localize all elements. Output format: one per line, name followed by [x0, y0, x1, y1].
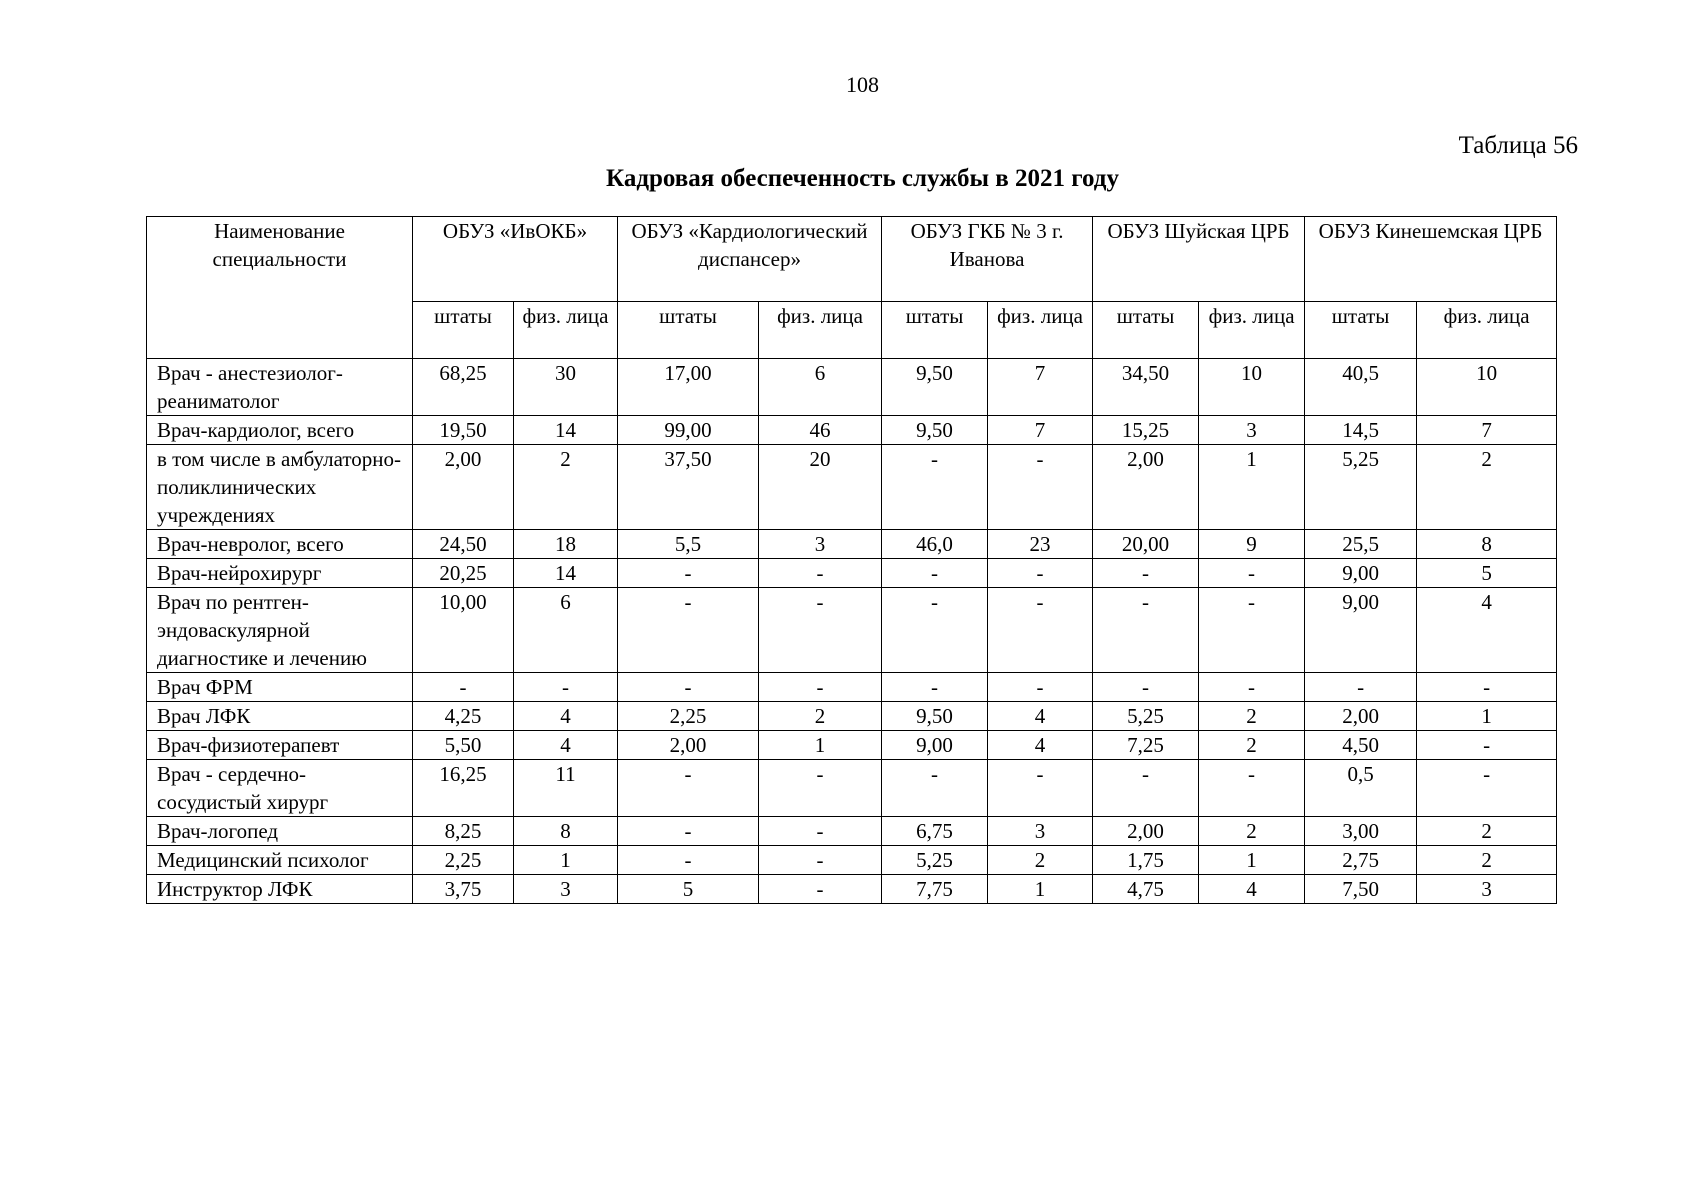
- value-cell: 3: [759, 530, 882, 559]
- value-cell: 2: [514, 445, 618, 530]
- value-cell: 7,25: [1093, 731, 1199, 760]
- header-sub: физ. лица: [514, 302, 618, 359]
- value-cell: -: [759, 673, 882, 702]
- value-cell: 17,00: [618, 359, 759, 416]
- value-cell: 4: [514, 731, 618, 760]
- specialty-cell: Врач ЛФК: [147, 702, 413, 731]
- value-cell: 40,5: [1305, 359, 1417, 416]
- value-cell: -: [1417, 760, 1557, 817]
- header-sub: штаты: [413, 302, 514, 359]
- header-group: ОБУЗ ГКБ № 3 г. Иванова: [882, 217, 1093, 302]
- value-cell: 3: [1199, 416, 1305, 445]
- table-row: [147, 760, 1557, 817]
- value-cell: 2: [1417, 817, 1557, 846]
- value-cell: -: [988, 673, 1093, 702]
- value-cell: 3,00: [1305, 817, 1417, 846]
- table-row: [147, 673, 1557, 702]
- value-cell: 1: [514, 846, 618, 875]
- table-row: [147, 702, 1557, 731]
- header-group: ОБУЗ Шуйская ЦРБ: [1093, 217, 1305, 302]
- header-group: ОБУЗ Кинешемская ЦРБ: [1305, 217, 1557, 302]
- header-sub: штаты: [618, 302, 759, 359]
- value-cell: 2,00: [413, 445, 514, 530]
- header-sub: физ. лица: [759, 302, 882, 359]
- value-cell: 30: [514, 359, 618, 416]
- value-cell: 3: [1417, 875, 1557, 904]
- specialty-cell: Врач - сердечно-сосудистый хирург: [147, 760, 413, 817]
- value-cell: -: [1093, 760, 1199, 817]
- table-label: Таблица 56: [1458, 132, 1578, 159]
- value-cell: -: [618, 846, 759, 875]
- specialty-cell: Врач ФРМ: [147, 673, 413, 702]
- value-cell: 16,25: [413, 760, 514, 817]
- value-cell: 5,25: [882, 846, 988, 875]
- value-cell: -: [1417, 731, 1557, 760]
- value-cell: -: [759, 588, 882, 673]
- value-cell: 68,25: [413, 359, 514, 416]
- value-cell: 99,00: [618, 416, 759, 445]
- value-cell: 8: [514, 817, 618, 846]
- value-cell: 8: [1417, 530, 1557, 559]
- value-cell: 2,00: [1305, 702, 1417, 731]
- value-cell: -: [759, 875, 882, 904]
- value-cell: 7,50: [1305, 875, 1417, 904]
- specialty-cell: Врач-кардиолог, всего: [147, 416, 413, 445]
- value-cell: -: [988, 588, 1093, 673]
- value-cell: 6: [514, 588, 618, 673]
- value-cell: 9,50: [882, 416, 988, 445]
- specialty-cell: Врач-логопед: [147, 817, 413, 846]
- value-cell: 5,25: [1093, 702, 1199, 731]
- value-cell: -: [882, 559, 988, 588]
- value-cell: 10: [1417, 359, 1557, 416]
- value-cell: 3: [988, 817, 1093, 846]
- value-cell: 3: [514, 875, 618, 904]
- value-cell: 9,50: [882, 702, 988, 731]
- value-cell: -: [759, 817, 882, 846]
- table-row: [147, 559, 1557, 588]
- value-cell: 2,25: [413, 846, 514, 875]
- value-cell: 1: [759, 731, 882, 760]
- value-cell: 5: [1417, 559, 1557, 588]
- value-cell: 2,00: [1093, 445, 1199, 530]
- value-cell: 2: [1417, 445, 1557, 530]
- header-group: ОБУЗ «ИвОКБ»: [413, 217, 618, 302]
- value-cell: 4,50: [1305, 731, 1417, 760]
- value-cell: -: [882, 445, 988, 530]
- header-sub: штаты: [1305, 302, 1417, 359]
- value-cell: 24,50: [413, 530, 514, 559]
- value-cell: 7: [1417, 416, 1557, 445]
- value-cell: 46: [759, 416, 882, 445]
- value-cell: -: [618, 760, 759, 817]
- value-cell: 14: [514, 559, 618, 588]
- value-cell: 1: [1417, 702, 1557, 731]
- value-cell: 4,25: [413, 702, 514, 731]
- table-row: [147, 875, 1557, 904]
- specialty-cell: Врач-невролог, всего: [147, 530, 413, 559]
- staffing-table: [146, 216, 1557, 904]
- header-sub: штаты: [1093, 302, 1199, 359]
- value-cell: 9,00: [882, 731, 988, 760]
- value-cell: 10: [1199, 359, 1305, 416]
- value-cell: 10,00: [413, 588, 514, 673]
- value-cell: 4,75: [1093, 875, 1199, 904]
- value-cell: 20,25: [413, 559, 514, 588]
- value-cell: -: [1093, 673, 1199, 702]
- specialty-cell: Врач по рентген-эндоваскулярной диагностике и лечению: [147, 588, 413, 673]
- value-cell: 5,5: [618, 530, 759, 559]
- table-row: [147, 359, 1557, 416]
- value-cell: 2: [1199, 817, 1305, 846]
- table-row: [147, 588, 1557, 673]
- value-cell: -: [1199, 673, 1305, 702]
- value-cell: -: [1417, 673, 1557, 702]
- value-cell: -: [618, 559, 759, 588]
- value-cell: 20,00: [1093, 530, 1199, 559]
- value-cell: 9,00: [1305, 559, 1417, 588]
- value-cell: 2,25: [618, 702, 759, 731]
- value-cell: -: [1305, 673, 1417, 702]
- value-cell: -: [1093, 559, 1199, 588]
- value-cell: -: [618, 817, 759, 846]
- value-cell: 2: [1417, 846, 1557, 875]
- value-cell: 9,00: [1305, 588, 1417, 673]
- value-cell: 4: [1417, 588, 1557, 673]
- value-cell: 1: [1199, 445, 1305, 530]
- specialty-cell: Врач-физиотерапевт: [147, 731, 413, 760]
- value-cell: -: [618, 673, 759, 702]
- value-cell: -: [1199, 588, 1305, 673]
- value-cell: 1: [988, 875, 1093, 904]
- value-cell: 9,50: [882, 359, 988, 416]
- value-cell: -: [1199, 559, 1305, 588]
- value-cell: 2: [759, 702, 882, 731]
- value-cell: 15,25: [1093, 416, 1199, 445]
- value-cell: 5,25: [1305, 445, 1417, 530]
- value-cell: 34,50: [1093, 359, 1199, 416]
- value-cell: 7,75: [882, 875, 988, 904]
- value-cell: 19,50: [413, 416, 514, 445]
- specialty-cell: Врач-нейрохирург: [147, 559, 413, 588]
- value-cell: -: [882, 760, 988, 817]
- specialty-cell: в том числе в амбулаторно-поликлинических учреждениях: [147, 445, 413, 530]
- value-cell: 7: [988, 359, 1093, 416]
- header-group: ОБУЗ «Кардиологический диспансер»: [618, 217, 882, 302]
- specialty-cell: Медицинский психолог: [147, 846, 413, 875]
- table-row: [147, 817, 1557, 846]
- value-cell: -: [882, 588, 988, 673]
- value-cell: 6,75: [882, 817, 988, 846]
- specialty-cell: Врач - анестезиолог-реаниматолог: [147, 359, 413, 416]
- value-cell: -: [514, 673, 618, 702]
- value-cell: 1,75: [1093, 846, 1199, 875]
- value-cell: -: [618, 588, 759, 673]
- value-cell: 14: [514, 416, 618, 445]
- value-cell: -: [988, 760, 1093, 817]
- table-row: [147, 731, 1557, 760]
- value-cell: 8,25: [413, 817, 514, 846]
- header-sub: физ. лица: [1199, 302, 1305, 359]
- value-cell: 4: [988, 731, 1093, 760]
- value-cell: 18: [514, 530, 618, 559]
- header-specialty: Наименование специальности: [147, 217, 413, 359]
- value-cell: -: [1199, 760, 1305, 817]
- value-cell: 5,50: [413, 731, 514, 760]
- value-cell: 7: [988, 416, 1093, 445]
- value-cell: 1: [1199, 846, 1305, 875]
- header-sub: штаты: [882, 302, 988, 359]
- table-body: [147, 359, 1557, 904]
- table-row: [147, 445, 1557, 530]
- table-row: [147, 530, 1557, 559]
- value-cell: 20: [759, 445, 882, 530]
- value-cell: -: [413, 673, 514, 702]
- value-cell: 3,75: [413, 875, 514, 904]
- table-row: [147, 416, 1557, 445]
- value-cell: 37,50: [618, 445, 759, 530]
- value-cell: -: [988, 445, 1093, 530]
- value-cell: 5: [618, 875, 759, 904]
- value-cell: -: [1093, 588, 1199, 673]
- value-cell: 2,00: [618, 731, 759, 760]
- value-cell: 23: [988, 530, 1093, 559]
- value-cell: 4: [988, 702, 1093, 731]
- value-cell: -: [759, 760, 882, 817]
- table-header-row: [147, 217, 1557, 302]
- value-cell: 2,00: [1093, 817, 1199, 846]
- value-cell: -: [988, 559, 1093, 588]
- value-cell: 46,0: [882, 530, 988, 559]
- document-title: Кадровая обеспеченность службы в 2021 году: [606, 165, 1119, 192]
- header-sub: физ. лица: [988, 302, 1093, 359]
- value-cell: 4: [514, 702, 618, 731]
- value-cell: -: [759, 846, 882, 875]
- table-row: [147, 846, 1557, 875]
- value-cell: 4: [1199, 875, 1305, 904]
- value-cell: 2,75: [1305, 846, 1417, 875]
- value-cell: 2: [1199, 702, 1305, 731]
- value-cell: -: [759, 559, 882, 588]
- value-cell: 14,5: [1305, 416, 1417, 445]
- page-number: 108: [846, 72, 879, 97]
- value-cell: -: [882, 673, 988, 702]
- value-cell: 9: [1199, 530, 1305, 559]
- specialty-cell: Инструктор ЛФК: [147, 875, 413, 904]
- header-sub: физ. лица: [1417, 302, 1557, 359]
- value-cell: 2: [1199, 731, 1305, 760]
- value-cell: 0,5: [1305, 760, 1417, 817]
- value-cell: 11: [514, 760, 618, 817]
- value-cell: 2: [988, 846, 1093, 875]
- value-cell: 6: [759, 359, 882, 416]
- value-cell: 25,5: [1305, 530, 1417, 559]
